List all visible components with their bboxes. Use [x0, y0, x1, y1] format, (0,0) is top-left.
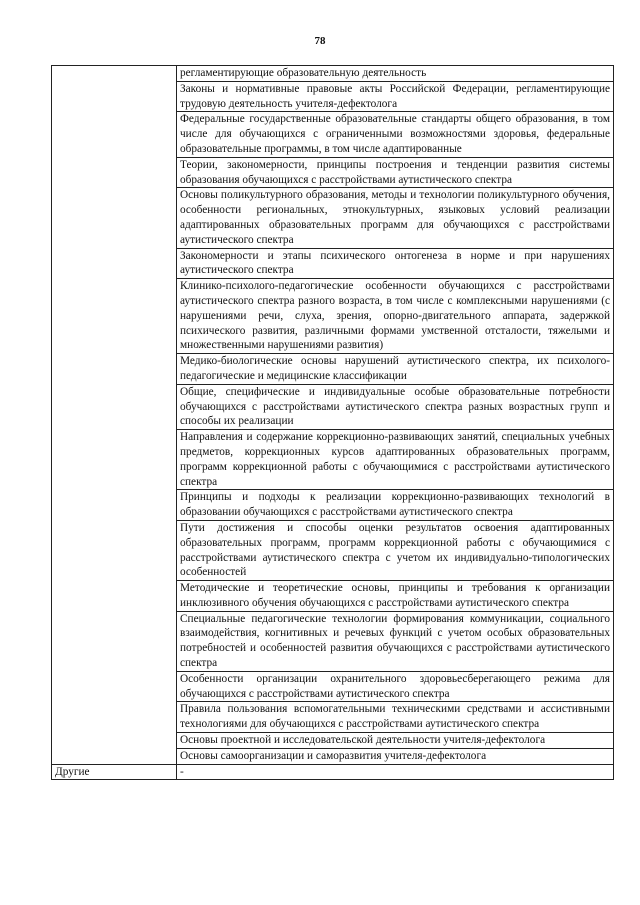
knowledge-item: Закономерности и этапы психического онтогенеза в норме и при нарушениях аутистического спектра: [177, 248, 614, 279]
knowledge-item: Теории, закономерности, принципы построения и тенденции развития системы образования обучающихся с расстройствами аутистического спектра: [177, 157, 614, 188]
other-value: -: [177, 764, 614, 780]
knowledge-item: Методические и теоретические основы, принципы и требования к организации инклюзивного обучения обучающихся с расстройствами аутистического спектра: [177, 581, 614, 612]
knowledge-item: Федеральные государственные образовательные стандарты общего образования, в том числе для обучающихся с ограниченными возможностями здоровья, федеральные образовательные программы, в том числе адаптированные: [177, 112, 614, 157]
knowledge-item: Специальные педагогические технологии формирования коммуникации, социального взаимодействия, когнитивных и речевых функций с учетом особых образовательных потребностей и особенностей развития обучающихся с расстройствами аутистического спектра: [177, 611, 614, 671]
knowledge-item: Направления и содержание коррекционно-развивающих занятий, специальных учебных предметов, коррекционных курсов адаптированных образовательных программ, программ коррекционной работы с обучающимися с расстройствами аутистического спектра: [177, 430, 614, 490]
knowledge-item: Особенности организации охранительного здоровьесберегающего режима для обучающихся с расстройствами аутистического спектра: [177, 671, 614, 702]
knowledge-item: Принципы и подходы к реализации коррекционно-развивающих технологий в образовании обучающихся с расстройствами аутистического спектра: [177, 490, 614, 521]
knowledge-item: Основы самоорганизации и саморазвития учителя-дефектолога: [177, 748, 614, 764]
requirements-table: [51, 65, 614, 780]
table-row: [52, 66, 614, 82]
knowledge-item: Законы и нормативные правовые акты Российской Федерации, регламентирующие трудовую деятельность учителя-дефектолога: [177, 81, 614, 112]
knowledge-item: Пути достижения и способы оценки результатов освоения адаптированных образовательных программ, программ коррекционной работы с обучающимися с расстройствами аутистического спектра с учетом их индивидуально-типологических особенностей: [177, 520, 614, 580]
knowledge-item: Медико-биологические основы нарушений аутистического спектра, их психолого-педагогические и медицинские классификации: [177, 354, 614, 385]
page-number: 78: [314, 35, 326, 47]
knowledge-item: Основы проектной и исследовательской деятельности учителя-дефектолога: [177, 733, 614, 749]
other-label: Другие: [52, 764, 177, 780]
knowledge-item: Общие, специфические и индивидуальные особые образовательные потребности обучающихся с расстройствами аутистического спектра разных возрастных групп и способы их реализации: [177, 384, 614, 429]
knowledge-item: Основы поликультурного образования, методы и технологии поликультурного обучения, особенности региональных, этнокультурных, языковых условий реализации адаптированных образовательных программ для обучающихся с расстройствами аутистического спектра: [177, 188, 614, 248]
section-label-cell: [52, 66, 177, 765]
knowledge-item: регламентирующие образовательную деятельность: [177, 66, 614, 82]
knowledge-item: Правила пользования вспомогательными техническими средствами и ассистивными технологиями для обучающихся с расстройствами аутистического спектра: [177, 702, 614, 733]
table-row-other: [52, 764, 614, 780]
knowledge-item: Клинико-психолого-педагогические особенности обучающихся с расстройствами аутистического спектра разного возраста, в том числе с комплексными нарушениями (с нарушениями речи, слуха, зрения, опорно-двигательного аппарата, задержкой психического развития, различными формами умственной отсталости, тяжелыми и множественными нарушениями развития): [177, 279, 614, 354]
